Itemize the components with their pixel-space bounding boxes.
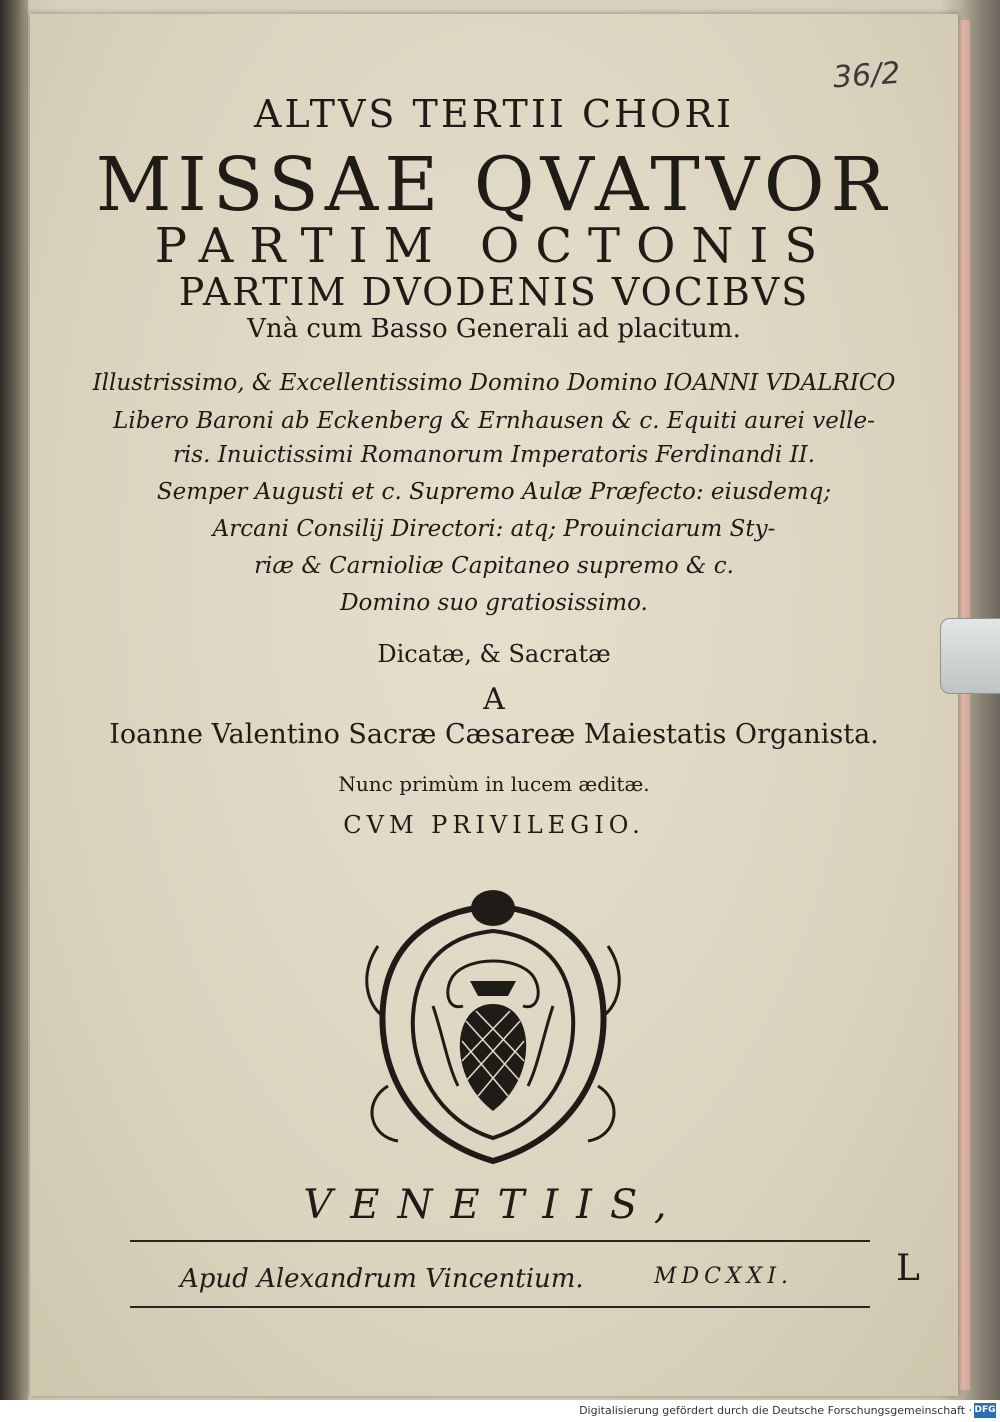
first-edition-line: Nunc primùm in lucem æditæ. [338, 772, 650, 796]
dedication-line: Libero Baroni ab Eckenberg & Ernhausen & c. Equiti aurei velle- [113, 408, 875, 434]
dedication-line: Domino suo gratiosissimo. [340, 590, 648, 616]
book-spine [0, 0, 28, 1400]
footer-bar [0, 1400, 1000, 1422]
letter-a: A [483, 682, 505, 717]
dedication-line: Arcani Consilij Directori: atq; Prouinciarum Sty- [212, 516, 776, 542]
place-of-printing: VENETIIS, [303, 1182, 685, 1228]
privilege-line: CVM PRIVILEGIO. [343, 811, 645, 839]
dfg-logo: DFG [974, 1403, 996, 1418]
dicatae-line: Dicatæ, & Sacratæ [377, 640, 611, 668]
bottom-rule [130, 1306, 870, 1308]
publication-year: MDCXXI. [654, 1264, 794, 1289]
printer-imprint: Apud Alexandrum Vincentium. [180, 1264, 584, 1294]
dedication-line: Semper Augusti et c. Supremo Aulæ Præfecto: eiusdemq; [156, 479, 832, 505]
title-line-duodenis: PARTIM DVODENIS VOCIBVS [178, 270, 810, 314]
title-line-altus: ALTVS TERTII CHORI [254, 92, 734, 136]
title-page [30, 14, 958, 1396]
printer-device-emblem [358, 886, 628, 1176]
signature-mark: L [896, 1248, 920, 1289]
title-line-missae: MISSAE QVATVOR [95, 142, 893, 228]
title-line-basso: Vnà cum Basso Generali ad placitum. [247, 314, 741, 344]
dedication-line: ris. Inuictissimi Romanorum Imperatoris Ferdinandi II. [172, 442, 816, 468]
title-line-octonis: PARTIM OCTONIS [154, 218, 834, 274]
handwritten-shelfmark: 36/2 [831, 55, 902, 96]
author-line: Ioanne Valentino Sacræ Cæsareæ Maiestatis Organista. [109, 719, 879, 750]
funding-notice: Digitalisierung gefördert durch die Deutsche Forschungsgemeinschaft · [579, 1404, 972, 1417]
bookmark-tab [940, 618, 1000, 694]
dedication-line: Illustrissimo, & Excellentissimo Domino Domino IOANNI VDALRICO [92, 370, 896, 396]
top-rule [130, 1240, 870, 1242]
dedication-line: riæ & Carnioliæ Capitaneo supremo & c. [254, 553, 734, 579]
page-edge [956, 20, 970, 1390]
